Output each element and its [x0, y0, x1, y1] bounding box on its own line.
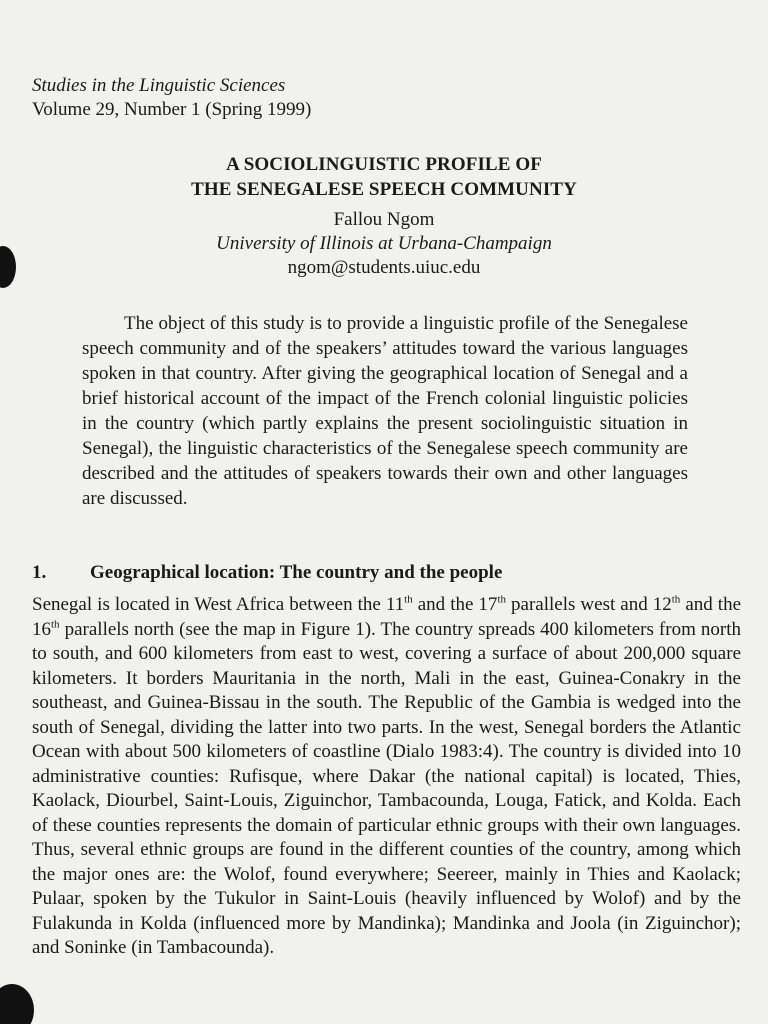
- article-header: [0, 152, 768, 280]
- author-name: Fallou Ngom: [333, 209, 435, 230]
- section-heading: [32, 561, 502, 585]
- section-number: 1.: [32, 562, 47, 583]
- binding-hole-mark-bottom: [0, 984, 34, 1024]
- ordinal-superscript: th: [497, 593, 506, 606]
- body-text-part: parallels west and 12: [506, 594, 672, 615]
- body-text-part: parallels north (see the map in Figure 1). The country spreads 400 kilometers from north to south, and 600 kilometers from east to west, covering a surface of about 200,000 square kilometers. It borders Mauritania in the north, Mali in the east, Guinea-Conakry in the southeast, and Guinea-Bissau in the south. The Republic of the Gambia is wedged into the south of Senegal, dividing the latter into two parts. In the west, Senegal borders the Atlantic Ocean with about 500 kilometers of coastline (Dialo 1983:4). The country is divided into 10 administrative counties: Rufisque, where Dakar (the national capital) is located, Thies, Kaolack, Diourbel, Saint-Louis, Ziguinchor, Tambacounda, Louga, Fatick, and Kolda. Each of these counties represents the domain of particular ethnic groups with their own languages. Thus, several ethnic groups are found in the different counties of the country, among which the major ones are: the Wolof, found everywhere; Seereer, mainly in Thies and Kaolack; Pulaar, spoken by the Tukulor in Saint-Louis (heavily influenced by Wolof) and by the Fulakunda in Kolda (influenced more by Mandinka); Mandinka and Joola (in Ziguinchor); and Soninke (in Tambacounda).: [32, 618, 741, 958]
- body-text-part: Senegal is located in West Africa between the 11: [32, 594, 405, 615]
- journal-name: Studies in the Linguistic Sciences: [32, 75, 286, 96]
- author-affiliation: University of Illinois at Urbana-Champaign: [216, 233, 552, 254]
- ordinal-superscript: th: [404, 593, 413, 606]
- body-text-part: and the 17: [412, 594, 498, 615]
- section-title: Geographical location: The country and the people: [90, 562, 503, 583]
- journal-info: [32, 74, 311, 122]
- article-title-line-1: A SOCIOLINGUISTIC PROFILE OF: [226, 154, 542, 175]
- article-title-line-2: THE SENEGALESE SPEECH COMMUNITY: [191, 179, 577, 200]
- body-paragraph: [32, 593, 741, 961]
- ordinal-superscript: th: [671, 593, 681, 606]
- body-text-part: and the 16: [32, 594, 741, 640]
- author-email: ngom@students.uiuc.edu: [287, 257, 481, 278]
- journal-volume: Volume 29, Number 1 (Spring 1999): [32, 99, 312, 120]
- ordinal-superscript: th: [51, 618, 60, 631]
- abstract: The object of this study is to provide a linguistic profile of the Senegalese speech community and of the speakers’ attitudes toward the various languages spoken in that country. After giving the geographical location of Senegal and a brief historical account of the impact of the French colonial linguistic policies in the country (which partly explains the present sociolinguistic situation in Senegal), the linguistic characteristics of the Senegalese speech community are described and the attitudes of speakers towards their own and other languages are discussed.: [82, 313, 688, 509]
